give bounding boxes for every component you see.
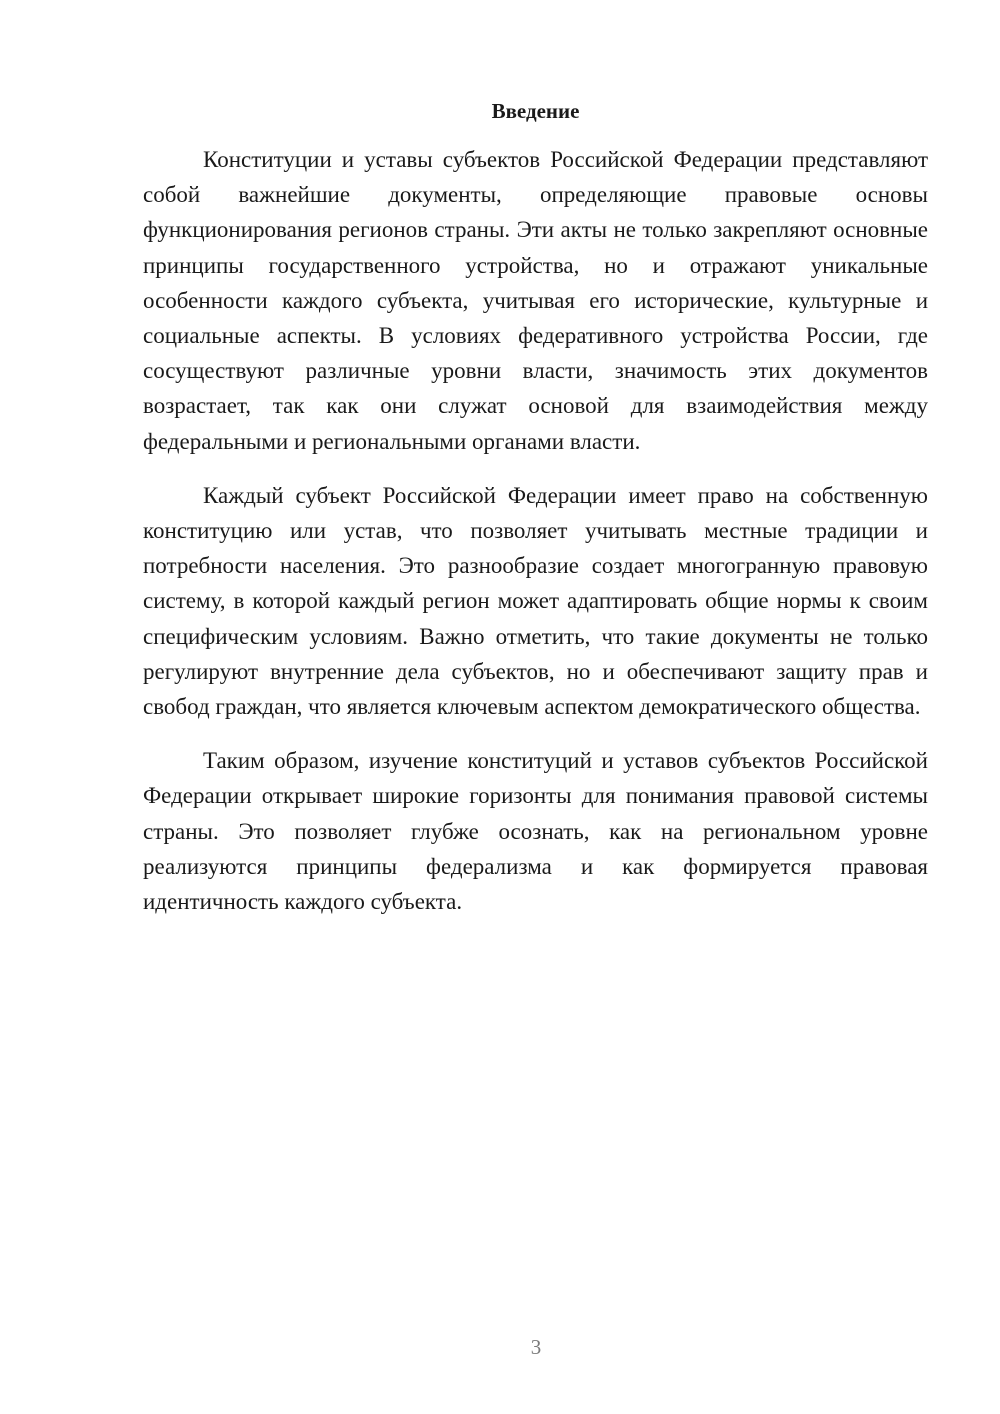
- page-title: Введение: [491, 99, 580, 123]
- paragraph-2: Каждый субъект Российской Федерации имеет право на собственную конституцию или устав, что позволяет учитывать местные традиции и потребности населения. Это разнообразие создает многогранную правовую систему, в которой каждый регион может адаптировать общие нормы к своим специфическим условиям. Важно отметить, что такие документы не только регулируют внутренние дела субъектов, но и обеспечивают защиту прав и свобод граждан, что является ключевым аспектом демократического общества.: [143, 482, 928, 720]
- document-body: [143, 142, 928, 938]
- paragraph-1: Конституции и уставы субъектов Российской Федерации представляют собой важнейшие документы, определяющие правовые основы функционирования регионов страны. Эти акты не только закрепляют основные принципы государственного устройства, но и отражают уникальные особенности каждого субъекта, учитывая его исторические, культурные и социальные аспекты. В условиях федеративного устройства России, где сосуществуют различные уровни власти, значимость этих документов возрастает, так как они служат основой для взаимодействия между федеральными и региональными органами власти.: [143, 147, 928, 454]
- page-number: 3: [530, 1335, 542, 1359]
- paragraph-3: Таким образом, изучение конституций и уставов субъектов Российской Федерации открывает широкие горизонты для понимания правовой системы страны. Это позволяет глубже осознать, как на региональном уровне реализуются принципы федерализма и как формируется правовая идентичность каждого субъекта.: [143, 748, 928, 915]
